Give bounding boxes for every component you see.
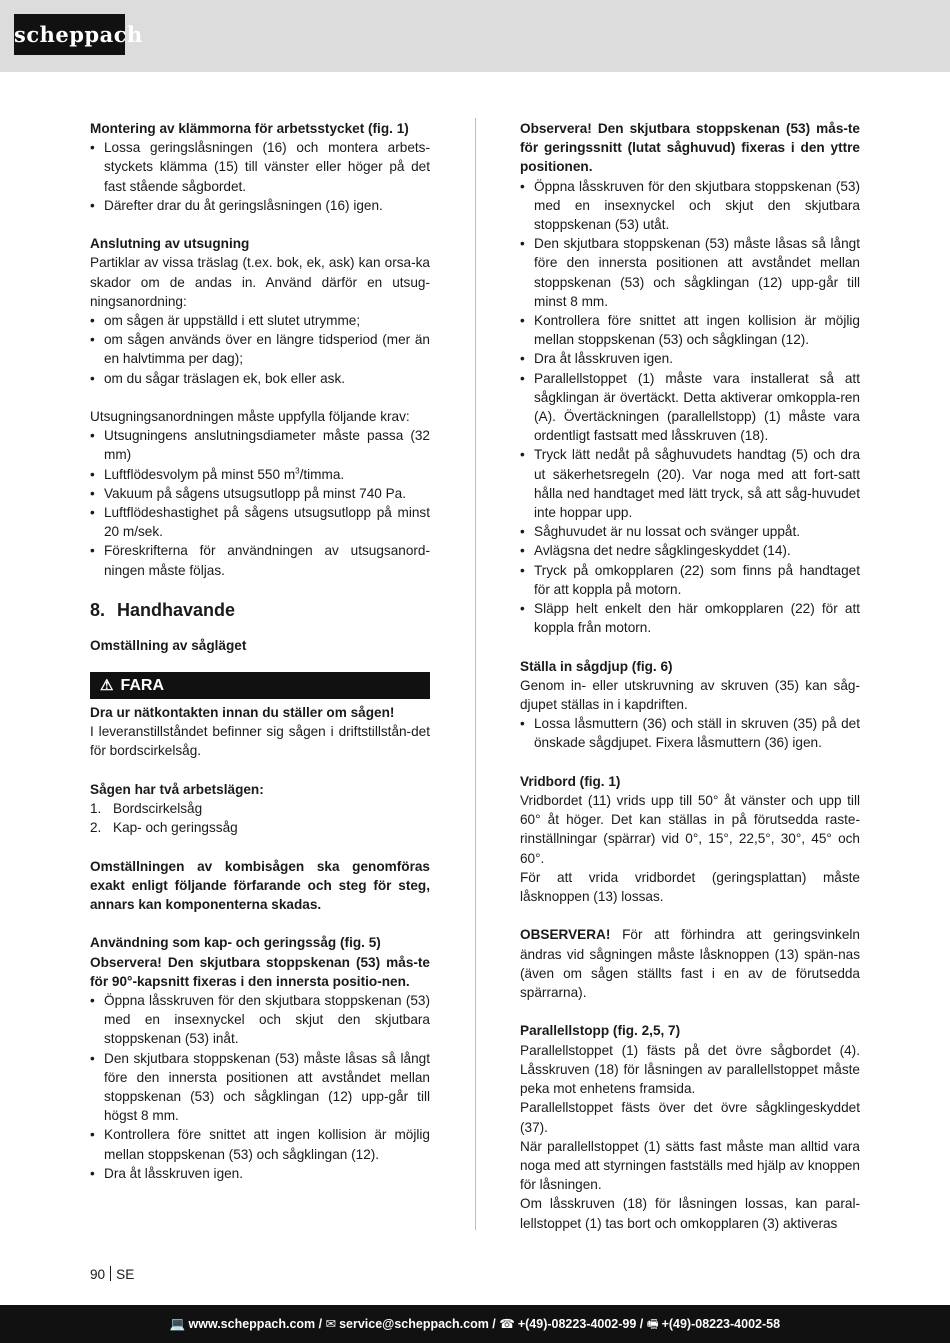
bullet-icon: • bbox=[520, 524, 525, 540]
bullet-icon: • bbox=[520, 313, 525, 329]
caution-paragraph: OBSERVERA! För att förhindra att geringsvinkeln ändras vid sågningen måste låsknoppen (13) spän-nas (även om sågen ställts fast i en av de förutsedda spärrarna). bbox=[520, 927, 860, 1001]
paragraph: När parallellstoppet (1) sätts fast måste man alltid vara noga med att styrningen fastställs med hjälp av knoppen för låsningen. bbox=[520, 1138, 860, 1193]
language-code: SE bbox=[116, 1267, 135, 1282]
section-title: 8. Handhavande bbox=[90, 599, 236, 620]
warning-unplug: Dra ur nätkontakten innan du ställer om sågen! bbox=[90, 705, 395, 721]
page-number: 90 bbox=[90, 1267, 106, 1282]
mail-icon: ✉ bbox=[325, 1317, 337, 1331]
bullet-icon: • bbox=[90, 1050, 95, 1066]
list-item: • Därefter drar du åt geringslåsningen (16) igen. bbox=[90, 196, 430, 215]
paragraph: Vridbordet (11) vrids upp till 50° åt vänster och upp till 60° åt höger. Det kan ställas in på förutsedda raste-rinställningar (spärrar) vid 0°, 15°, 22,5°, 30°, 45° och 60°. bbox=[520, 793, 860, 866]
list-item: • Tryck lätt nedåt på såghuvudets handtag (5) och dra ut säkerhetsregeln (20). Var noga med att fort-satt hålla ned handtaget med lätt tryck, så att såg-huvudet inte hoppar upp. bbox=[520, 447, 860, 521]
separator-line bbox=[110, 1266, 111, 1281]
bullet-icon: • bbox=[90, 485, 95, 501]
bullet-icon: • bbox=[90, 140, 95, 156]
list-item: • Tryck på omkopplaren (22) som finns på handtaget för att koppla på motorn. bbox=[520, 562, 860, 597]
bullet-icon: • bbox=[520, 351, 525, 367]
list-item: • Kontrollera före snittet att ingen kollision är möjlig mellan stoppskenan (53) och sågklingan (12). bbox=[90, 1127, 430, 1162]
bullet-icon: • bbox=[90, 370, 95, 386]
page-number-footer bbox=[90, 1265, 134, 1284]
heading-work-modes: Sågen har två arbetslägen: bbox=[90, 781, 264, 797]
bullet-icon: • bbox=[90, 466, 95, 482]
paragraph: Partiklar av vissa träslag (t.ex. bok, ek, ask) kan orsa-ka skador om de andas in. Använd därför en utsug-ningsanordning: bbox=[90, 255, 430, 309]
bullet-icon: • bbox=[90, 197, 95, 213]
paragraph: Utsugningsanordningen måste uppfylla följande krav: bbox=[90, 409, 410, 425]
bullet-icon: • bbox=[90, 428, 95, 444]
bullet-icon: • bbox=[520, 543, 525, 559]
heading-miter-saw-use: Användning som kap- och geringssåg (fig. 5) bbox=[90, 935, 381, 951]
bullet-icon: • bbox=[520, 716, 525, 732]
bullet-icon: • bbox=[90, 993, 95, 1009]
danger-banner: ⚠ FARA bbox=[90, 672, 430, 699]
bullet-icon: • bbox=[520, 370, 525, 386]
list-item: • Föreskrifterna för användningen av utsugsanord-ningen måste följas. bbox=[90, 543, 430, 578]
paragraph: Parallellstoppet fästs över det övre sågklingeskyddet (37). bbox=[520, 1100, 860, 1135]
website-link[interactable]: www.scheppach.com bbox=[188, 1317, 316, 1331]
bullet-icon: • bbox=[90, 1127, 95, 1143]
list-item: • Luftflödeshastighet på sågens utsugsutlopp på minst 20 m/sek. bbox=[90, 505, 430, 540]
heading-mode-change: Omställning av sågläget bbox=[90, 637, 247, 653]
list-item: • Vakuum på sågens utsugsutlopp på minst 740 Pa. bbox=[90, 484, 430, 503]
left-column bbox=[90, 119, 430, 1183]
fax-number: +(49)-08223-4002-58 bbox=[661, 1317, 781, 1331]
list-item: • Öppna låsskruven för den skjutbara stoppskenan (53) med en insexnyckel och skjut den skjutbara stoppskenan (53) inåt. bbox=[90, 993, 430, 1047]
paragraph: I leveranstillståndet befinner sig sågen i driftstillstån-det för bordscirkelsåg. bbox=[90, 724, 430, 759]
heading-turntable: Vridbord (fig. 1) bbox=[520, 773, 621, 789]
numbered-item: 1. Bordscirkelsåg bbox=[90, 801, 203, 817]
paragraph: Parallellstoppet (1) fästs på det övre sågbordet (4). Låsskruven (18) för låsningen av parallellstoppet måste peka mot enhetens framsida. bbox=[520, 1042, 860, 1097]
paragraph: För att vrida vridbordet (geringsplattan) måste låsknoppen (13) lossas. bbox=[520, 869, 860, 905]
list-item: • Utsugningens anslutningsdiameter måste passa (32 mm) bbox=[90, 428, 430, 463]
note-outer-position: Observera! Den skjutbara stoppskenan (53) mås-te för geringssnitt (lutat såghuvud) fixeras i den yttre positionen. bbox=[520, 121, 860, 175]
numbered-item: 2. Kap- och geringssåg bbox=[90, 820, 238, 836]
list-item: • Kontrollera före snittet att ingen kollision är möjlig mellan stoppskenan (53) och sågklingan (12). bbox=[520, 313, 860, 348]
column-divider bbox=[475, 118, 476, 1230]
list-item: • Öppna låsskruven för den skjutbara stoppskenan (53) med en insexnyckel och skjut den skjutbara stoppskenan (53) utåt. bbox=[520, 178, 860, 233]
bullet-icon: • bbox=[520, 447, 525, 463]
list-item: • Släpp helt enkelt den här omkopplaren (22) för att koppla från motorn. bbox=[520, 601, 860, 636]
list-item: • Lossa geringslåsningen (16) och montera arbets-styckets klämma (15) till vänster eller höger på det fast stående sågbordet. bbox=[90, 140, 430, 194]
bullet-icon: • bbox=[90, 313, 95, 329]
list-item: • Parallellstoppet (1) måste vara installerat så att sågklingan är övertäckt. Detta aktiverar omkoppla-ren (A). Övertäckningen (parallellstopp) (1) måste vara ordentligt fastsatt med låsskruven (18). bbox=[520, 370, 860, 444]
list-item: • om sågen är uppställd i ett slutet utrymme; bbox=[90, 311, 430, 330]
list-item: • om sågen används över en längre tidsperiod (mer än en halvtimma per dag); bbox=[90, 332, 430, 367]
warning-icon: ⚠ bbox=[100, 677, 114, 695]
list-item: • Såghuvudet är nu lossat och svänger uppåt. bbox=[520, 522, 860, 541]
heading-saw-depth: Ställa in sågdjup (fig. 6) bbox=[520, 658, 673, 674]
computer-icon: 💻 bbox=[169, 1317, 186, 1331]
email-link[interactable]: service@scheppach.com bbox=[339, 1317, 489, 1331]
contact-bar: 💻 www.scheppach.com / ✉ service@scheppach.com / ☎ +(49)-08223-4002-99 / 🖷 +(49)-08223-4002-58 bbox=[0, 1305, 950, 1343]
bullet-icon: • bbox=[520, 601, 525, 617]
heading-parallel-stop: Parallellstopp (fig. 2,5, 7) bbox=[520, 1023, 681, 1039]
right-column bbox=[520, 119, 860, 1233]
list-item: • Dra åt låsskruven igen. bbox=[520, 349, 860, 368]
bullet-icon: • bbox=[90, 1165, 95, 1181]
bullet-icon: • bbox=[520, 562, 525, 578]
phone-icon: ☎ bbox=[499, 1317, 515, 1331]
scheppach-logo: scheppach bbox=[14, 14, 125, 55]
heading-extraction: Anslutning av utsugning bbox=[90, 236, 250, 252]
list-item: • Den skjutbara stoppskenan (53) måste låsas så långt före den innersta positionen att avståndet mellan stoppskenan (53) och sågklingan (12) upp-går till minst 8 mm. bbox=[520, 236, 860, 309]
phone-number: +(49)-08223-4002-99 bbox=[517, 1317, 637, 1331]
list-item: • Den skjutbara stoppskenan (53) måste låsas så långt före den innersta positionen att avståndet mellan stoppskenan (53) och sågklingan (12) upp-går till högst 8 mm. bbox=[90, 1050, 430, 1124]
bullet-icon: • bbox=[520, 178, 525, 194]
list-item: • Dra åt låsskruven igen. bbox=[90, 1164, 430, 1183]
list-item: • om du sågar träslagen ek, bok eller ask. bbox=[90, 369, 430, 388]
heading-clamp-mounting: Montering av klämmorna för arbetsstycket (fig. 1) bbox=[90, 121, 409, 136]
bullet-icon: • bbox=[520, 236, 525, 252]
fax-icon: 🖷 bbox=[646, 1317, 659, 1331]
paragraph: Genom in- eller utskruvning av skruven (35) kan såg-djupet ställas in i kapdriften. bbox=[520, 677, 860, 713]
conversion-notice: Omställningen av kombisågen ska genomföras exakt enligt följande förfarande och steg för steg, annars kan komponenterna skadas. bbox=[90, 858, 430, 913]
list-item: • Lossa låsmuttern (36) och ställ in skruven (35) på det önskade sågdjupet. Fixera låsmuttern (36) igen. bbox=[520, 716, 860, 751]
bullet-icon: • bbox=[90, 332, 95, 348]
paragraph: Om låsskruven (18) för låsningen lossas, kan paral-lellstoppet (1) tas bort och omkopplaren (3) aktiveras bbox=[520, 1196, 860, 1231]
list-item: • Luftflödesvolym på minst 550 $m^3$/timma. bbox=[90, 465, 430, 484]
note-inner-position: Observera! Den skjutbara stoppskenan (53) mås-te för 90°-kapsnitt fixeras i den innersta positio-nen. bbox=[90, 954, 430, 989]
bullet-icon: • bbox=[90, 543, 95, 559]
header-bar bbox=[0, 0, 950, 72]
list-item: • Avlägsna det nedre sågklingeskyddet (14). bbox=[520, 541, 860, 560]
bullet-icon: • bbox=[90, 505, 95, 521]
